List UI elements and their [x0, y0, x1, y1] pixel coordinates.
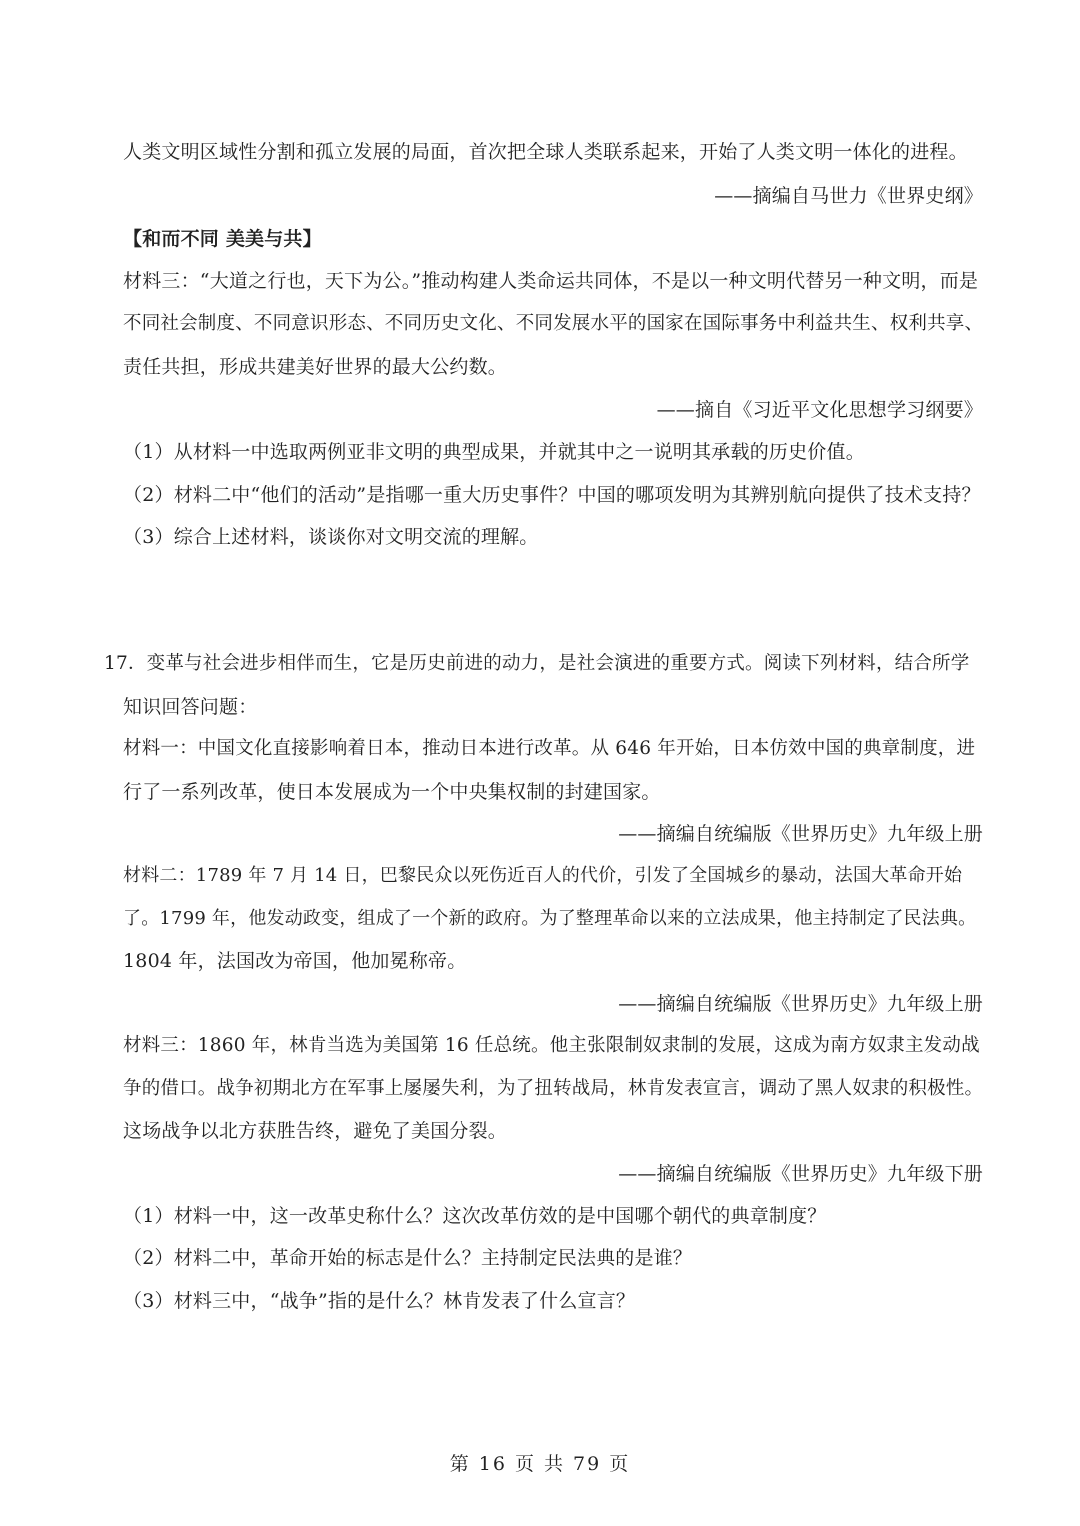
question-item: （1）材料一中，这一改革史称什么？这次改革仿效的是中国哪个朝代的典章制度？ — [123, 1205, 827, 1227]
question-item: （3）材料三中，“战争”指的是什么？林肯发表了什么宣言？ — [123, 1290, 636, 1312]
question-item: （1）从材料一中选取两例亚非文明的典型成果，并就其中之一说明其承载的历史价值。 — [123, 441, 865, 463]
source-citation: ——摘编自统编版《世界历史》九年级上册 — [618, 823, 983, 845]
section-heading: 【和而不同 美美与共】 — [123, 228, 322, 250]
source-citation: ——摘编自统编版《世界历史》九年级下册 — [618, 1163, 983, 1185]
source-citation: ——摘自《习近平文化思想学习纲要》 — [656, 399, 983, 421]
material-line: 争的借口。战争初期北方在军事上屡屡失利，为了扭转战局，林肯发表宣言，调动了黑人奴隶的积极性。 — [123, 1078, 984, 1099]
source-citation: ——摘编自马世力《世界史纲》 — [714, 185, 983, 207]
source-citation: ——摘编自统编版《世界历史》九年级上册 — [618, 993, 983, 1015]
material-line: 责任共担，形成共建美好世界的最大公约数。 — [123, 356, 508, 378]
material-line: 材料三：“大道之行也，天下为公。”推动构建人类命运共同体，不是以一种文明代替另一种文明，而是 — [123, 270, 979, 292]
material-line: 材料二：1789 年 7 月 14 日，巴黎民众以死伤近百人的代价，引发了全国城乡的暴动，法国大革命开始 — [123, 865, 963, 886]
question-item: （2）材料二中“他们的活动”是指哪一重大历史事件？中国的哪项发明为其辨别航向提供了技术支持？ — [123, 484, 981, 506]
material-line: 行了一系列改革，使日本发展成为一个中央集权制的封建国家。 — [123, 781, 661, 803]
question-17-intro: 知识回答问题： — [123, 696, 258, 718]
page-number: 第 16 页 共 79 页 — [449, 1453, 631, 1475]
material-line: 这场战争以北方获胜告终，避免了美国分裂。 — [123, 1120, 508, 1142]
question-item: （2）材料二中，革命开始的标志是什么？主持制定民法典的是谁？ — [123, 1247, 693, 1269]
question-item: （3）综合上述材料，谈谈你对文明交流的理解。 — [123, 526, 539, 548]
material-line: 材料一：中国文化直接影响着日本，推动日本进行改革。从 646 年开始，日本仿效中国的典章制度，进 — [123, 738, 976, 759]
paragraph-continuation: 人类文明区域性分割和孤立发展的局面，首次把全球人类联系起来，开始了人类文明一体化的进程。 — [123, 141, 968, 163]
material-line: 1804 年，法国改为帝国，他加冕称帝。 — [123, 950, 467, 972]
material-line: 材料三：1860 年，林肯当选为美国第 16 任总统。他主张限制奴隶制的发展，这成为南方奴隶主发动战 — [123, 1035, 980, 1056]
material-line: 了。1799 年，他发动政变，组成了一个新的政府。为了整理革命以来的立法成果，他主持制定了民法典。 — [123, 908, 977, 929]
material-line: 不同社会制度、不同意识形态、不同历史文化、不同发展水平的国家在国际事务中利益共生、权利共享、 — [123, 313, 984, 334]
question-17-intro: 17．变革与社会进步相伴而生，它是历史前进的动力，是社会演进的重要方式。阅读下列材料，结合所学 — [104, 653, 970, 674]
